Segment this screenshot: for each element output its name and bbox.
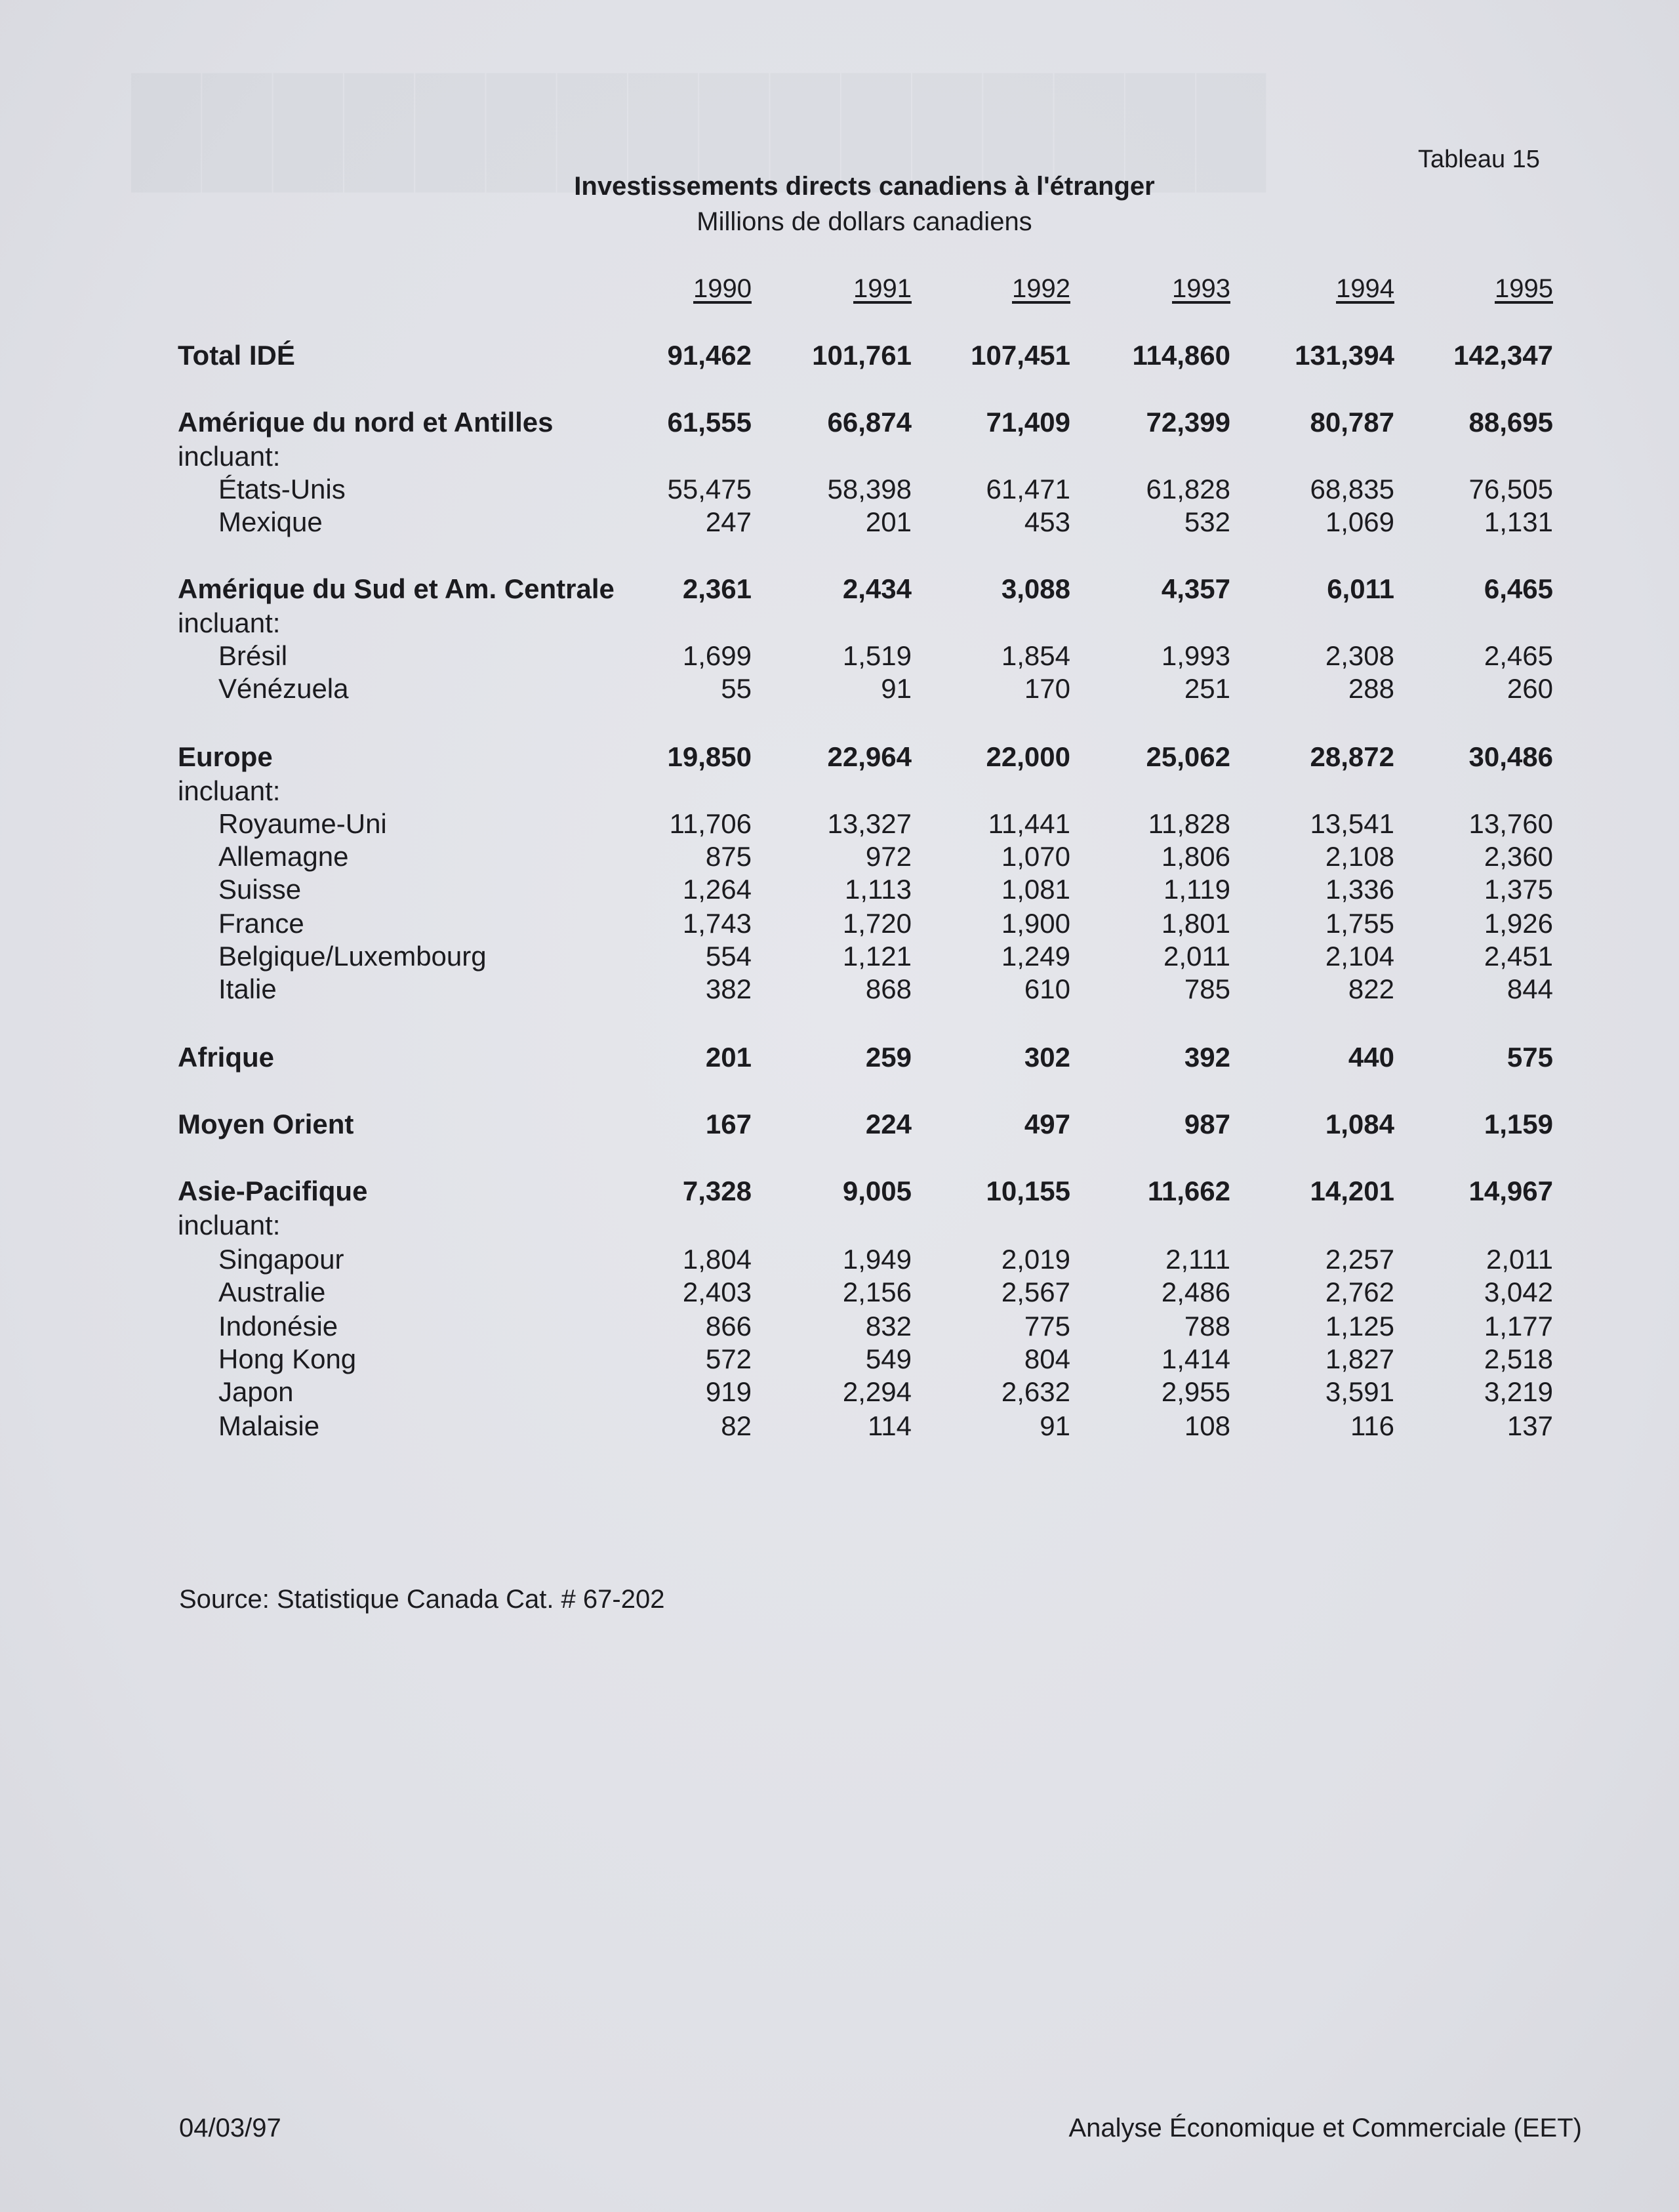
table-cell: 72,399	[1146, 407, 1230, 438]
table-cell: 302	[1024, 1042, 1070, 1073]
table-cell: 1,159	[1484, 1109, 1553, 1139]
region-label: Amérique du nord et Antilles	[178, 407, 554, 438]
table-cell: 2,434	[842, 573, 912, 604]
table-cell: 2,451	[1484, 941, 1553, 972]
country-label: Indonésie	[218, 1311, 338, 1342]
table-cell: 91,462	[667, 340, 752, 371]
table-cell: 11,441	[988, 808, 1070, 839]
table-cell: 1,121	[842, 941, 912, 972]
table-cell: 2,361	[682, 573, 752, 604]
table-cell: 866	[705, 1311, 752, 1342]
table-cell: 251	[1184, 673, 1230, 704]
table-cell: 1,264	[682, 874, 752, 905]
table-cell: 1,720	[842, 908, 912, 939]
table-cell: 1,249	[1001, 941, 1070, 972]
table-cell: 2,486	[1161, 1277, 1230, 1307]
table-cell: 1,926	[1484, 908, 1553, 939]
table-cell: 28,872	[1310, 741, 1394, 772]
table-cell: 2,019	[1001, 1244, 1070, 1275]
table-cell: 1,081	[1001, 874, 1070, 905]
table-cell: 1,336	[1325, 874, 1394, 905]
table-cell: 832	[865, 1311, 912, 1342]
footer-department: Analyse Économique et Commerciale (EET)	[1068, 2114, 1582, 2142]
page-subtitle: Millions de dollars canadiens	[697, 207, 1032, 236]
table-cell: 11,828	[1148, 808, 1230, 839]
table-cell: 2,294	[842, 1376, 912, 1407]
table-cell: 1,804	[682, 1244, 752, 1275]
table-cell: 1,113	[845, 874, 912, 905]
year-header-1995: 1995	[1495, 274, 1553, 303]
table-cell: 11,706	[669, 808, 752, 839]
table-number: Tableau 15	[1418, 146, 1540, 173]
table-cell: 19,850	[667, 741, 752, 772]
country-label: Mexique	[218, 506, 323, 537]
table-cell: 987	[1184, 1109, 1230, 1139]
country-label: France	[218, 908, 304, 939]
table-cell: 71,409	[986, 407, 1070, 438]
table-cell: 572	[705, 1343, 752, 1374]
table-cell: 137	[1507, 1410, 1553, 1441]
table-cell: 58,398	[827, 474, 912, 504]
table-cell: 822	[1348, 973, 1394, 1004]
table-cell: 2,156	[842, 1277, 912, 1307]
country-label: Australie	[218, 1277, 326, 1307]
table-cell: 11,662	[1147, 1176, 1230, 1206]
table-cell: 10,155	[986, 1176, 1070, 1206]
country-label: Hong Kong	[218, 1343, 357, 1374]
table-cell: 453	[1024, 506, 1070, 537]
country-label: Brésil	[218, 640, 288, 671]
table-cell: 497	[1024, 1109, 1070, 1139]
table-cell: 2,308	[1325, 640, 1394, 671]
region-label: Amérique du Sud et Am. Centrale	[178, 573, 615, 604]
table-cell: 108	[1184, 1410, 1230, 1441]
table-cell: 3,042	[1484, 1277, 1553, 1307]
table-cell: 2,403	[682, 1277, 752, 1307]
table-cell: 1,743	[682, 908, 752, 939]
country-label: Japon	[218, 1376, 294, 1407]
table-cell: 1,827	[1325, 1343, 1394, 1374]
table-cell: 61,555	[667, 407, 752, 438]
table-cell: 440	[1348, 1042, 1394, 1073]
table-cell: 142,347	[1453, 340, 1553, 371]
table-cell: 844	[1507, 973, 1553, 1004]
table-cell: 247	[705, 506, 752, 537]
table-cell: 2,104	[1325, 941, 1394, 972]
country-label: Vénézuela	[218, 673, 349, 704]
country-label: Royaume-Uni	[218, 808, 387, 839]
table-cell: 1,993	[1161, 640, 1230, 671]
including-label: incluant:	[178, 607, 281, 638]
country-label: Italie	[218, 973, 277, 1004]
table-cell: 972	[865, 841, 912, 872]
page-title: Investissements directs canadiens à l'étranger	[574, 172, 1155, 201]
table-cell: 2,360	[1484, 841, 1553, 872]
table-cell: 91	[1040, 1410, 1070, 1441]
including-label: incluant:	[178, 441, 281, 472]
country-label: Allemagne	[218, 841, 349, 872]
table-cell: 22,000	[986, 741, 1070, 772]
table-cell: 2,632	[1001, 1376, 1070, 1407]
year-header-1990: 1990	[693, 274, 752, 303]
table-cell: 224	[865, 1109, 912, 1139]
table-cell: 91	[881, 673, 912, 704]
table-cell: 14,967	[1468, 1176, 1553, 1206]
table-cell: 2,257	[1325, 1244, 1394, 1275]
table-cell: 1,375	[1484, 874, 1553, 905]
table-cell: 13,760	[1468, 808, 1553, 839]
table-cell: 1,519	[842, 640, 912, 671]
table-cell: 66,874	[827, 407, 912, 438]
table-cell: 1,084	[1325, 1109, 1394, 1139]
table-cell: 554	[705, 941, 752, 972]
table-cell: 2,955	[1161, 1376, 1230, 1407]
table-cell: 3,219	[1484, 1376, 1553, 1407]
table-cell: 68,835	[1310, 474, 1394, 504]
table-cell: 575	[1507, 1042, 1553, 1073]
table-cell: 82	[721, 1410, 752, 1441]
table-cell: 76,505	[1468, 474, 1553, 504]
table-cell: 259	[865, 1042, 912, 1073]
table-cell: 201	[865, 506, 912, 537]
table-cell: 14,201	[1310, 1176, 1394, 1206]
table-cell: 101,761	[812, 340, 912, 371]
table-cell: 1,900	[1001, 908, 1070, 939]
table-cell: 1,699	[682, 640, 752, 671]
table-cell: 788	[1184, 1311, 1230, 1342]
table-cell: 804	[1024, 1343, 1070, 1374]
table-cell: 1,069	[1325, 506, 1394, 537]
region-label: Europe	[178, 741, 273, 772]
year-header-1992: 1992	[1012, 274, 1070, 303]
country-label: Belgique/Luxembourg	[218, 941, 487, 972]
table-cell: 1,755	[1325, 908, 1394, 939]
table-cell: 1,806	[1161, 841, 1230, 872]
table-cell: 2,762	[1325, 1277, 1394, 1307]
table-cell: 532	[1184, 506, 1230, 537]
table-cell: 868	[865, 973, 912, 1004]
table-cell: 2,011	[1163, 941, 1230, 972]
table-cell: 61,471	[986, 474, 1070, 504]
table-cell: 9,005	[842, 1176, 912, 1206]
table-cell: 88,695	[1468, 407, 1553, 438]
region-label: Total IDÉ	[178, 340, 295, 371]
table-cell: 3,088	[1001, 573, 1070, 604]
table-cell: 1,414	[1161, 1343, 1230, 1374]
table-cell: 2,011	[1486, 1244, 1553, 1275]
source-note: Source: Statistique Canada Cat. # 67-202	[179, 1585, 665, 1614]
table-cell: 7,328	[682, 1176, 752, 1206]
table-cell: 288	[1348, 673, 1394, 704]
table-cell: 549	[865, 1343, 912, 1374]
table-cell: 1,119	[1163, 874, 1230, 905]
table-cell: 1,070	[1001, 841, 1070, 872]
table-cell: 4,357	[1161, 573, 1230, 604]
region-label: Afrique	[178, 1042, 274, 1073]
bleed-through-shadow	[131, 72, 1267, 186]
table-cell: 392	[1184, 1042, 1230, 1073]
table-cell: 1,177	[1484, 1311, 1553, 1342]
table-cell: 1,854	[1001, 640, 1070, 671]
table-cell: 2,108	[1325, 841, 1394, 872]
table-cell: 55	[721, 673, 752, 704]
table-cell: 2,465	[1484, 640, 1553, 671]
country-label: Singapour	[218, 1244, 344, 1275]
table-cell: 114,860	[1132, 340, 1230, 371]
table-cell: 6,465	[1484, 573, 1553, 604]
footer-date: 04/03/97	[179, 2114, 281, 2142]
table-cell: 114	[868, 1410, 912, 1441]
region-label: Moyen Orient	[178, 1109, 354, 1139]
year-header-1991: 1991	[853, 274, 912, 303]
table-cell: 1,801	[1161, 908, 1230, 939]
table-cell: 919	[705, 1376, 752, 1407]
table-cell: 382	[705, 973, 752, 1004]
table-cell: 2,111	[1165, 1244, 1230, 1275]
year-header-1994: 1994	[1336, 274, 1394, 303]
table-cell: 116	[1350, 1410, 1394, 1441]
table-cell: 6,011	[1327, 573, 1394, 604]
country-label: Malaisie	[218, 1410, 320, 1441]
table-cell: 55,475	[667, 474, 752, 504]
table-cell: 610	[1024, 973, 1070, 1004]
table-cell: 260	[1507, 673, 1553, 704]
table-cell: 13,541	[1310, 808, 1394, 839]
table-cell: 13,327	[827, 808, 912, 839]
table-cell: 61,828	[1146, 474, 1230, 504]
region-label: Asie-Pacifique	[178, 1176, 368, 1206]
table-cell: 167	[705, 1109, 752, 1139]
including-label: incluant:	[178, 775, 281, 806]
table-cell: 3,591	[1325, 1376, 1394, 1407]
table-cell: 775	[1024, 1311, 1070, 1342]
year-header-1993: 1993	[1172, 274, 1230, 303]
table-cell: 107,451	[971, 340, 1070, 371]
country-label: États-Unis	[218, 474, 346, 504]
table-cell: 1,131	[1484, 506, 1553, 537]
table-cell: 22,964	[827, 741, 912, 772]
table-cell: 25,062	[1146, 741, 1230, 772]
table-cell: 1,125	[1325, 1311, 1394, 1342]
table-cell: 2,518	[1484, 1343, 1553, 1374]
table-cell: 80,787	[1310, 407, 1394, 438]
including-label: incluant:	[178, 1210, 281, 1240]
table-cell: 131,394	[1295, 340, 1394, 371]
table-cell: 875	[705, 841, 752, 872]
table-cell: 1,949	[842, 1244, 912, 1275]
table-cell: 2,567	[1001, 1277, 1070, 1307]
country-label: Suisse	[218, 874, 302, 905]
table-cell: 170	[1024, 673, 1070, 704]
table-cell: 785	[1184, 973, 1230, 1004]
table-cell: 30,486	[1468, 741, 1553, 772]
table-cell: 201	[705, 1042, 752, 1073]
